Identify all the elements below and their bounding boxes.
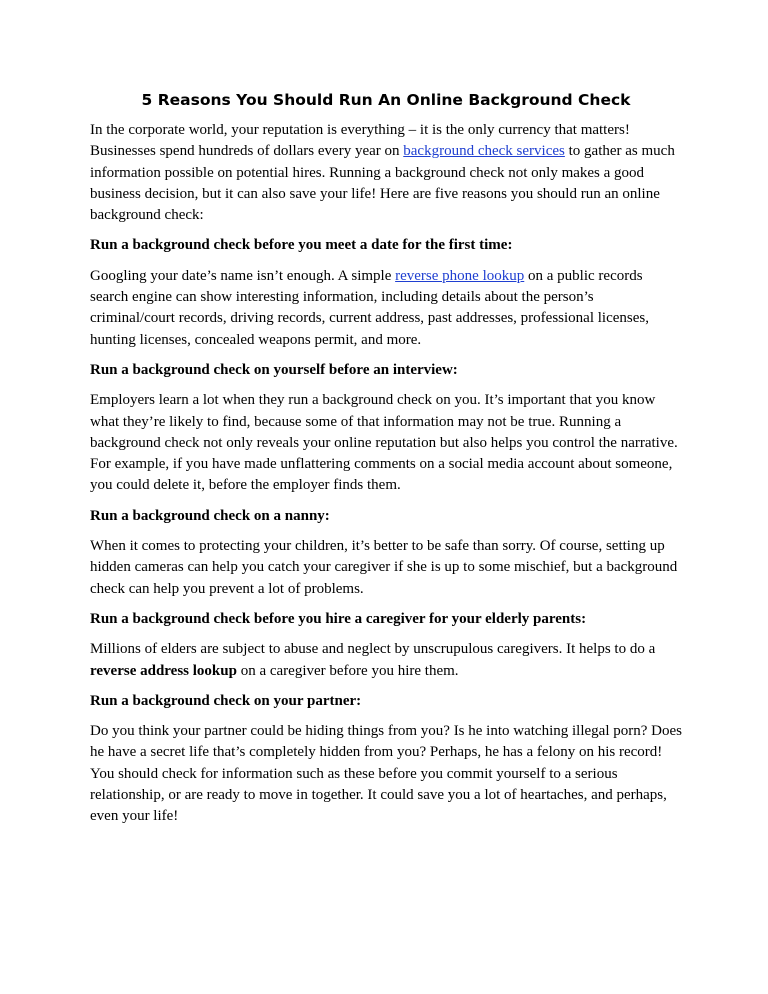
background-check-services-link[interactable]: background check services	[403, 143, 565, 160]
section-2-heading: Run a background check on yourself before an interview:	[90, 361, 458, 378]
section-2-body: Employers learn a lot when they run a background check on you. It’s important that you know what they’re likely to find, because some of that information may not be true. Running a background check not only reveals your online reputation but also helps you control the narrative. For example, if you have made unflattering comments on a social media account about someone, you could delete it, before the employer finds them.	[90, 392, 678, 494]
section-4-heading: Run a background check before you hire a caregiver for your elderly parents:	[90, 610, 587, 627]
reverse-address-lookup-bold: reverse address lookup	[90, 662, 237, 679]
reverse-phone-lookup-link[interactable]: reverse phone lookup	[395, 267, 525, 284]
section-1-text-before-link: Googling your date’s name isn’t enough. A simple	[90, 267, 396, 284]
section-4-body	[90, 639, 682, 682]
section-3-heading: Run a background check on a nanny:	[90, 507, 330, 524]
document-page	[90, 88, 682, 837]
intro-paragraph	[90, 120, 682, 226]
section-4-text-before-bold: Millions of elders are subject to abuse and neglect by unscrupulous caregivers. It helps to do a	[90, 641, 656, 658]
intro-text-before-link: In the corporate world, your reputation is everything – it is the only currency that matters! Businesses spend hundreds of dollars every year on	[90, 122, 630, 160]
section-5-body: Do you think your partner could be hiding things from you? Is he into watching illegal porn? Does he have a secret life that’s completely hidden from you? Perhaps, he has a felony on his record! You should check for information such as these before you commit yourself to a serious relationship, or are ready to move in together. It could save you a lot of heartaches, and perhaps, even your life!	[90, 723, 682, 825]
section-3-body: When it comes to protecting your children, it’s better to be safe than sorry. Of course, setting up hidden cameras can help you catch your caregiver if she is up to some mischief, but a background check can help you prevent a lot of problems.	[90, 538, 678, 597]
section-1-body	[90, 266, 682, 351]
section-1-heading: Run a background check before you meet a date for the first time:	[90, 237, 513, 254]
document-title: 5 Reasons You Should Run An Online Background Check	[141, 91, 631, 109]
section-4-text-after-bold: on a caregiver before you hire them.	[236, 662, 459, 679]
section-1-text-after-link: on a public records search engine can show interesting information, including details about the person’s criminal/court records, driving records, current address, past addresses, professional licenses, hunting licenses, concealed weapons permit, and more.	[90, 267, 649, 348]
section-5-heading: Run a background check on your partner:	[90, 692, 362, 709]
intro-text-after-link: to gather as much information possible on potential hires. Running a background check not only makes a good business decision, but it can also save your life! Here are five reasons you should run an online background check:	[90, 143, 675, 224]
